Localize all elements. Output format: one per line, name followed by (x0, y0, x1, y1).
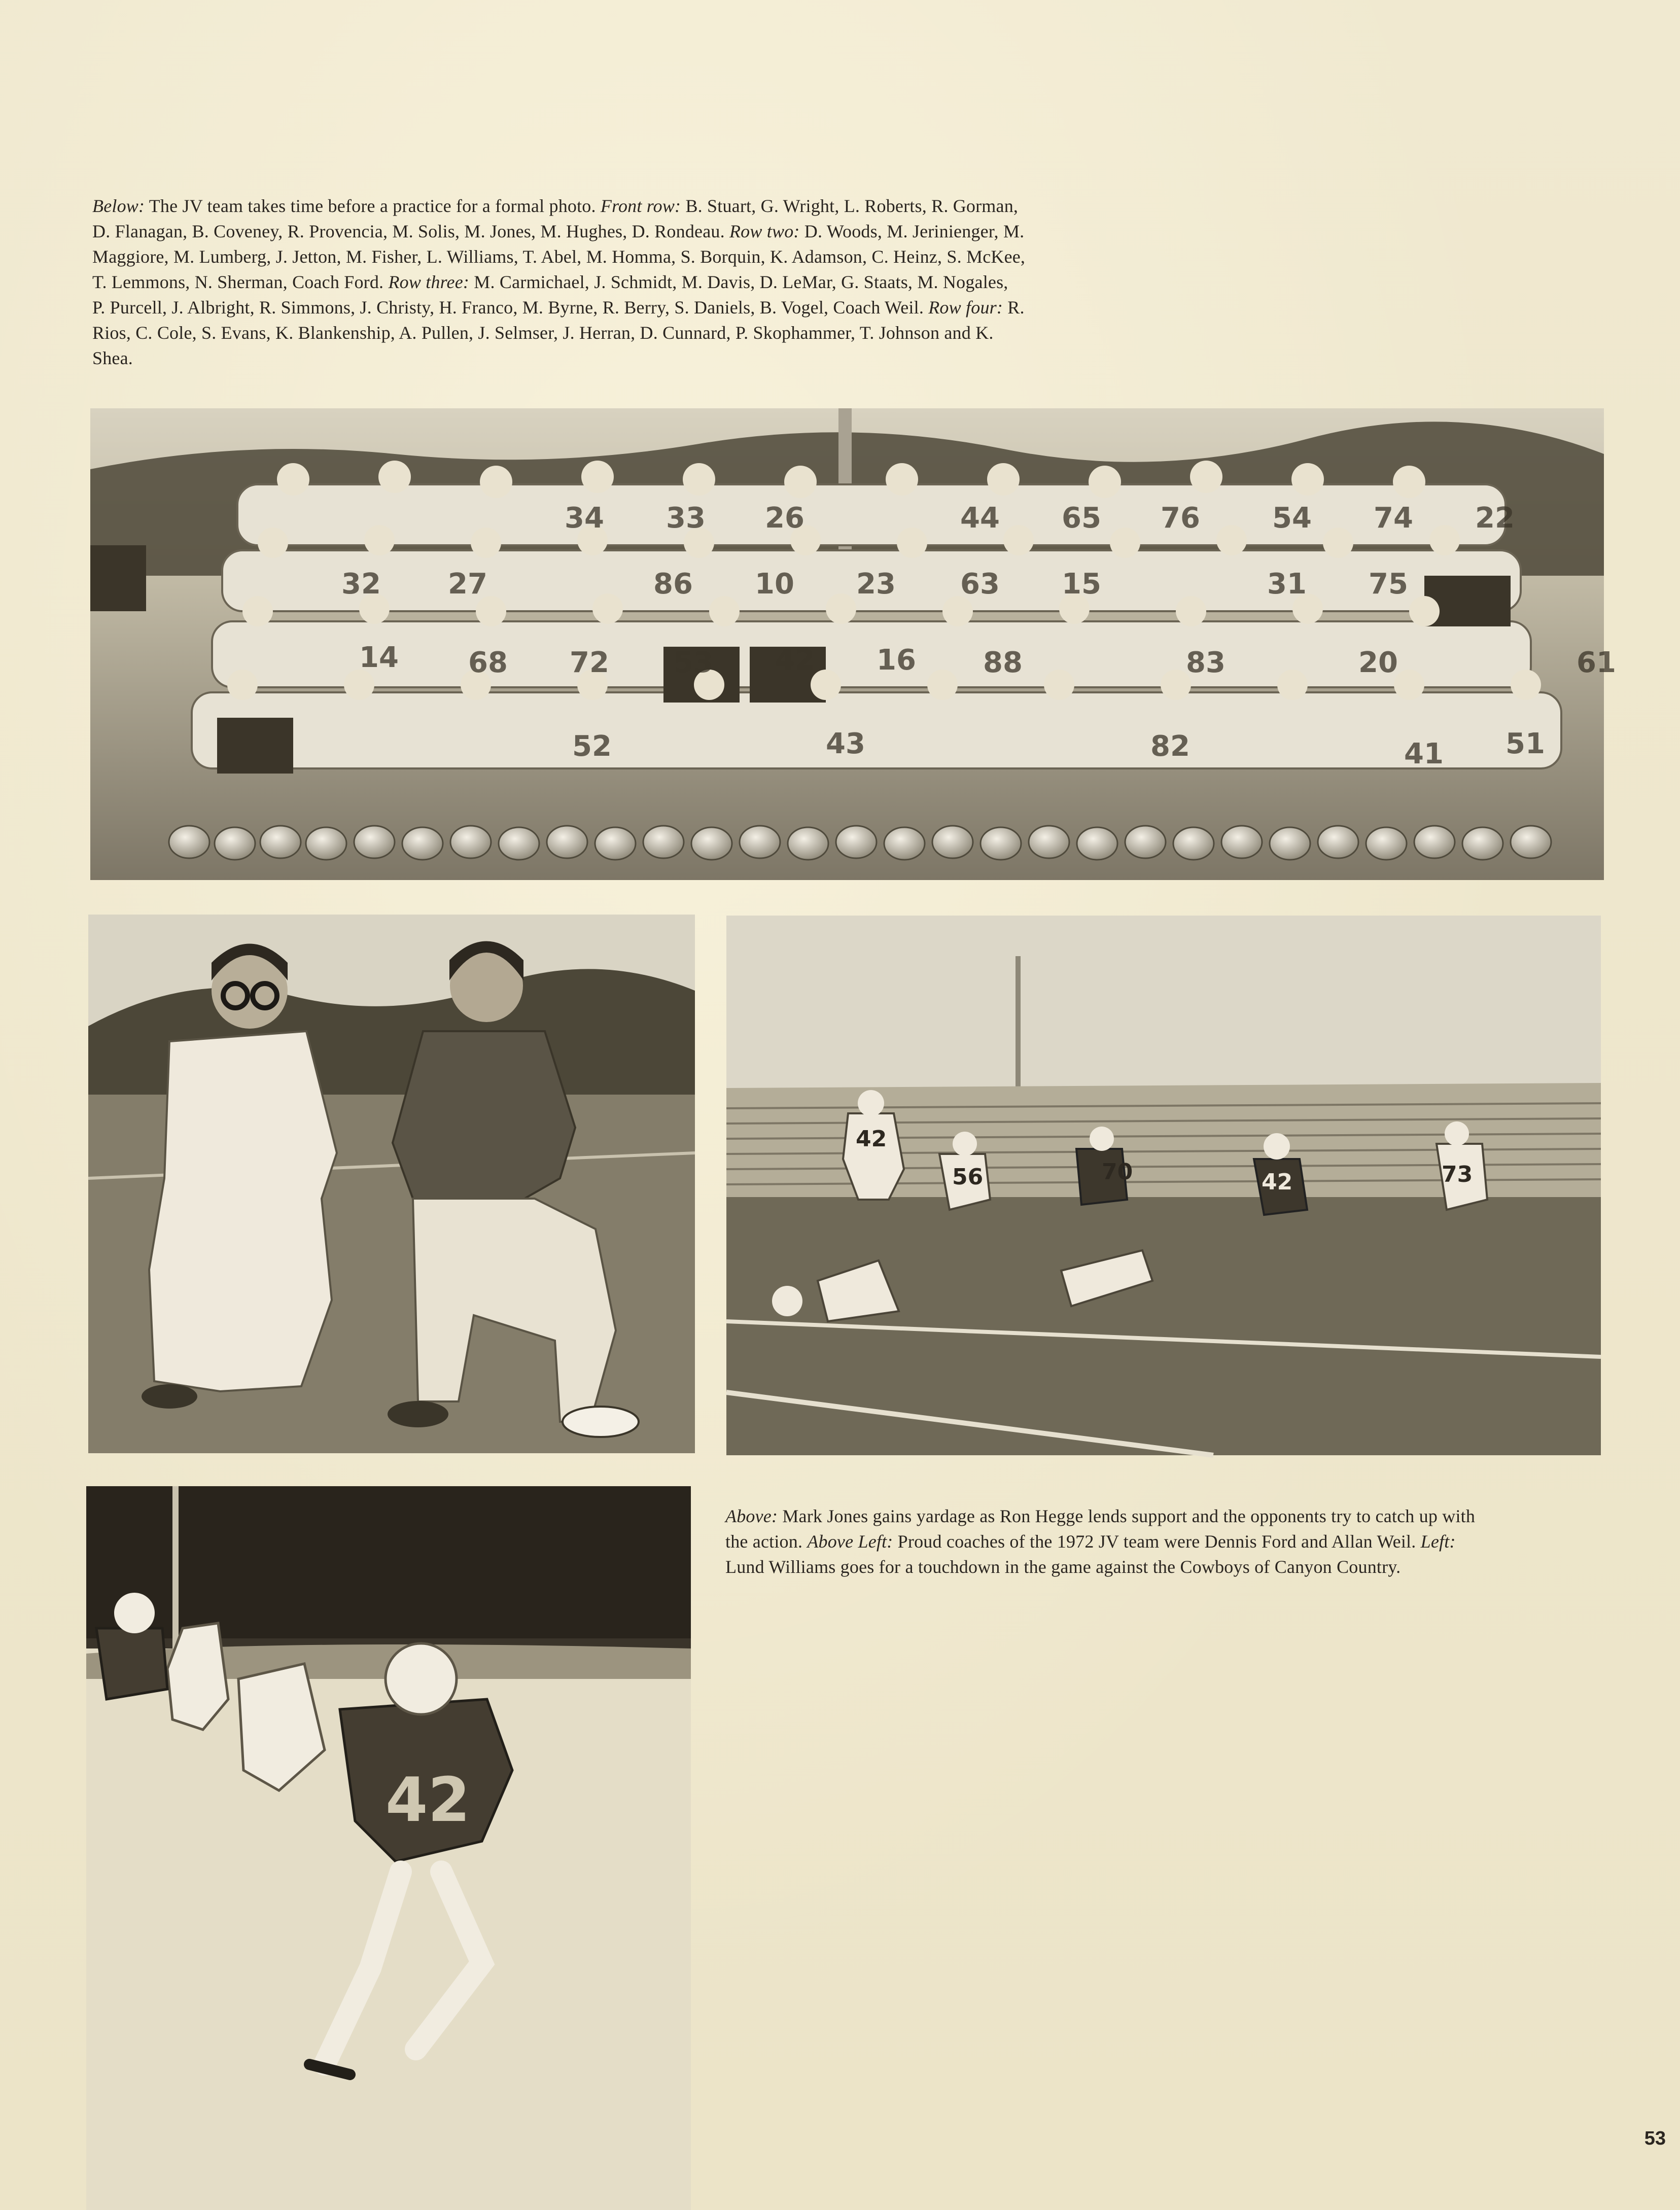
svg-text:32: 32 (341, 568, 381, 601)
svg-text:83: 83 (1186, 646, 1226, 679)
svg-text:23: 23 (856, 568, 896, 601)
svg-text:68: 68 (468, 646, 508, 679)
svg-text:10: 10 (755, 568, 794, 601)
caption-text-below: The JV team takes time before a practice for a formal photo. (145, 196, 601, 216)
svg-text:74: 74 (1374, 502, 1413, 535)
svg-text:82: 82 (1150, 730, 1190, 763)
svg-text:14: 14 (359, 641, 399, 674)
svg-text:51: 51 (1506, 727, 1545, 760)
caption-text-left: Lund Williams goes for a touchdown in the game against the Cowboys of Canyon Country. (725, 1557, 1401, 1577)
svg-text:31: 31 (1267, 568, 1307, 601)
svg-text:26: 26 (765, 502, 804, 535)
game-photos-caption (725, 1503, 1481, 1580)
game-action-photo (726, 916, 1601, 1455)
svg-text:27: 27 (448, 568, 487, 601)
svg-text:63: 63 (960, 568, 1000, 601)
svg-text:53: 53 (674, 646, 713, 679)
svg-text:42: 42 (856, 1126, 887, 1152)
caption-text-row-three: M. Carmichael, J. Schmidt, M. Davis, D. LeMar, G. Staats, M. Nogales, P. Purcell, J. Albright, R. Simmons, J. Christy, H. Franco, M. Byrne, R. Berry, S. Daniels, B. Vogel, Coach Weil. (92, 272, 1008, 318)
svg-text:33: 33 (666, 502, 706, 535)
svg-text:65: 65 (1062, 502, 1101, 535)
svg-text:56: 56 (952, 1164, 984, 1190)
caption-label-row-four: Row four: (928, 297, 1003, 318)
caption-text-row-two: D. Woods, M. Jerinienger, M. Maggiore, M. Lumberg, J. Jetton, M. Fisher, L. Williams, T. Abel, M. Homma, S. Borquin, K. Adamson, C. Heinz, S. McKee, T. Lemmons, N. Sherman, Coach Ford. (92, 221, 1026, 292)
page-number: 53 (1644, 2128, 1666, 2149)
caption-label-above: Above: (725, 1506, 778, 1526)
svg-text:75: 75 (1369, 568, 1408, 601)
caption-label-row-two: Row two: (729, 221, 800, 241)
svg-text:42: 42 (775, 644, 815, 677)
svg-text:15: 15 (1062, 568, 1101, 601)
caption-label-row-three: Row three: (388, 272, 470, 292)
svg-text:41: 41 (1404, 738, 1444, 770)
svg-text:86: 86 (653, 568, 693, 601)
caption-text-above: Mark Jones gains yardage as Ron Hegge lends support and the opponents try to catch up with the action. (725, 1506, 1476, 1552)
svg-text:72: 72 (570, 646, 609, 679)
runner-photo (86, 1486, 691, 2210)
team-photo-caption (92, 193, 1026, 371)
svg-text:42: 42 (386, 1765, 470, 1836)
svg-text:88: 88 (983, 646, 1023, 679)
caption-text-row-four: R. Rios, C. Cole, S. Evans, K. Blankenship, A. Pullen, J. Selmser, J. Herran, D. Cunnard, P. Skophammer, T. Johnson and K. Shea. (92, 297, 1025, 368)
svg-text:44: 44 (960, 502, 1000, 535)
svg-text:52: 52 (572, 730, 612, 763)
svg-text:42: 42 (1262, 1169, 1293, 1195)
coaches-photo (88, 915, 695, 1453)
svg-text:61: 61 (1577, 646, 1616, 679)
svg-text:43: 43 (826, 727, 865, 760)
svg-text:54: 54 (1272, 502, 1312, 535)
caption-text-above-left: Proud coaches of the 1972 JV team were Dennis Ford and Allan Weil. (893, 1531, 1421, 1552)
caption-label-front-row: Front row: (600, 196, 681, 216)
svg-text:70: 70 (1102, 1159, 1133, 1185)
team-photo (90, 408, 1616, 880)
svg-text:16: 16 (877, 644, 916, 677)
svg-text:34: 34 (565, 502, 604, 535)
caption-label-below: Below: (92, 196, 145, 216)
caption-label-above-left: Above Left: (807, 1531, 893, 1552)
svg-text:20: 20 (1358, 646, 1398, 679)
caption-text-front-row: B. Stuart, G. Wright, L. Roberts, R. Gorman, D. Flanagan, B. Coveney, R. Provencia, M. Solis, M. Jones, M. Hughes, D. Rondeau. (92, 196, 1019, 241)
svg-text:22: 22 (1475, 502, 1515, 535)
svg-text:76: 76 (1161, 502, 1200, 535)
caption-label-left: Left: (1420, 1531, 1456, 1552)
svg-text:73: 73 (1442, 1162, 1473, 1187)
